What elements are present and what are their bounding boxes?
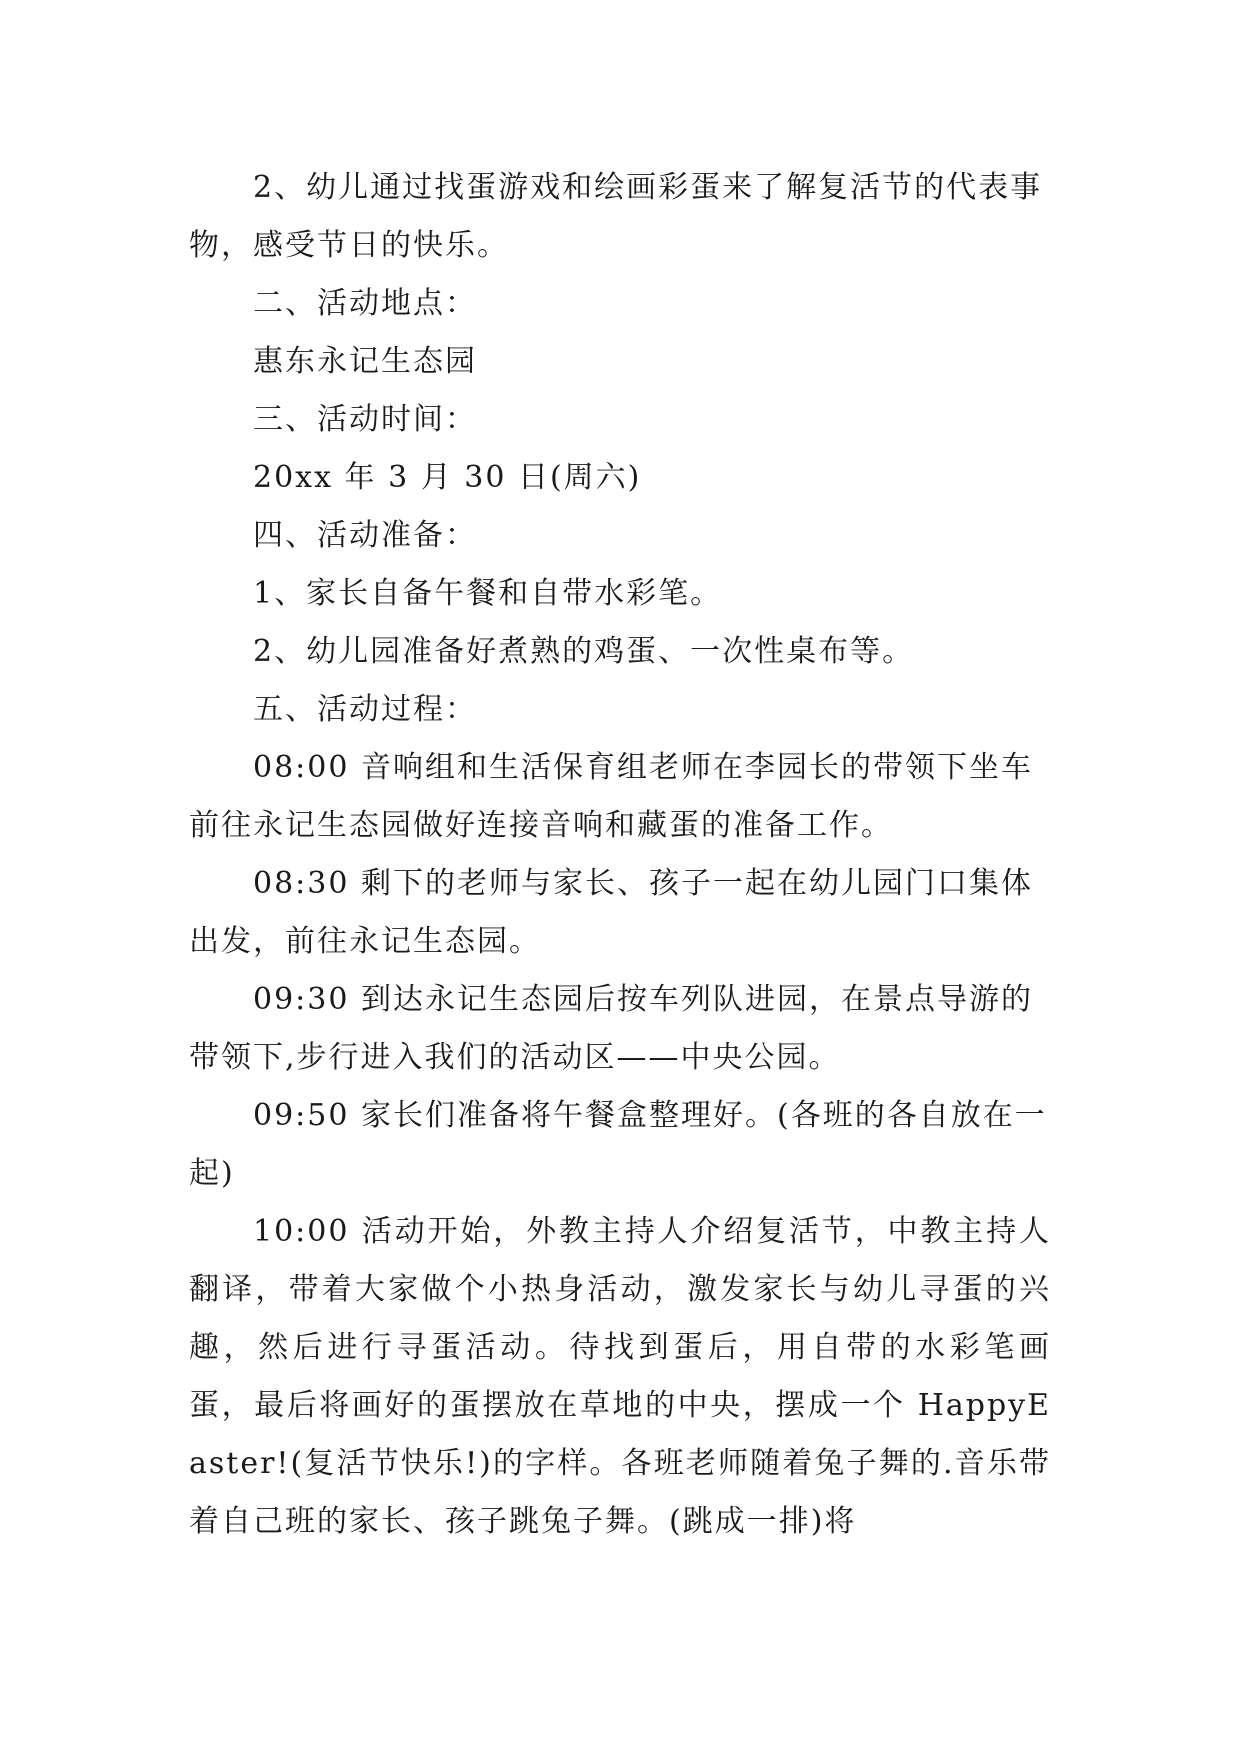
paragraph-0830: 08:30 剩下的老师与家长、孩子一起在幼儿园门口集体出发，前往永记生态园。 <box>189 866 1033 959</box>
paragraph-goal-2: 2、幼儿通过找蛋游戏和绘画彩蛋来了解复活节的代表事物，感受节日的快乐。 <box>189 170 1043 263</box>
document-body <box>189 159 1051 1551</box>
heading-activity-process: 五、活动过程： <box>253 692 477 727</box>
heading-activity-time: 三、活动时间： <box>253 402 477 437</box>
paragraph-prep-1: 1、家长自备午餐和自带水彩笔。 <box>253 576 723 611</box>
paragraph-0800: 08:00 音响组和生活保育组老师在李园长的带领下坐车前往永记生态园做好连接音响和藏蛋的准备工作。 <box>189 750 1033 843</box>
paragraph-location: 惠东永记生态园 <box>253 344 477 379</box>
heading-activity-location: 二、活动地点： <box>253 286 477 321</box>
paragraph-0950: 09:50 家长们准备将午餐盒整理好。(各班的各自放在一起) <box>189 1098 1047 1191</box>
paragraph-prep-2: 2、幼儿园准备好煮熟的鸡蛋、一次性桌布等。 <box>253 634 915 669</box>
paragraph-1000: 10:00 活动开始，外教主持人介绍复活节，中教主持人翻译，带着大家做个小热身活动，激发家长与幼儿寻蛋的兴趣，然后进行寻蛋活动。待找到蛋后，用自带的水彩笔画蛋，最后将画好的蛋摆放在草地的中央，摆成一个 HappyEaster!(复活节快乐!)的字样。各班老师随着兔子舞的.音乐带着自己班的家长、孩子跳兔子舞。(跳成一排)将 <box>189 1214 1051 1539</box>
heading-activity-preparation: 四、活动准备： <box>253 518 477 553</box>
paragraph-date: 20xx 年 3 月 30 日(周六) <box>253 460 642 495</box>
paragraph-0930: 09:30 到达永记生态园后按车列队进园，在景点导游的带领下,步行进入我们的活动区——中央公园。 <box>189 982 1033 1075</box>
